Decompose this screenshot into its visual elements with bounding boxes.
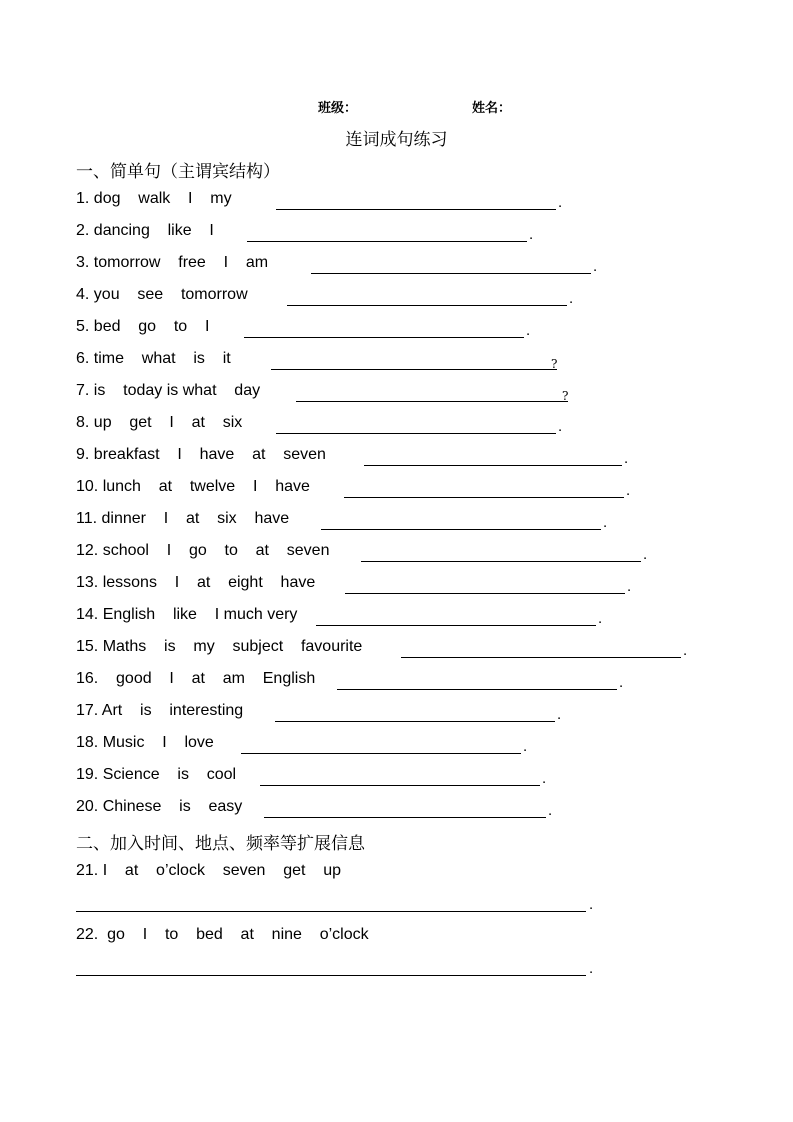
section-1-title: 一、简单句（主谓宾结构） [76, 162, 280, 182]
question-words: 14. English like I much very [76, 606, 298, 623]
end-punctuation: . [529, 226, 534, 243]
answer-blank[interactable] [401, 657, 681, 658]
answer-blank[interactable] [276, 433, 556, 434]
question-words: 22. go I to bed at nine o’clock [76, 926, 369, 943]
answer-blank[interactable] [264, 817, 546, 818]
name-label: 姓名： [472, 101, 512, 116]
answer-blank[interactable] [364, 465, 622, 466]
answer-blank[interactable] [76, 975, 586, 976]
question-words: 4. you see tomorrow [76, 286, 248, 303]
question-words: 16. good I at am English [76, 670, 316, 687]
end-punctuation: . [558, 194, 563, 211]
end-punctuation: . [557, 706, 562, 723]
end-punctuation: ? [551, 357, 558, 371]
question-words: 8. up get I at six [76, 414, 243, 431]
answer-blank[interactable] [345, 593, 625, 594]
question-words: 13. lessons I at eight have [76, 574, 316, 591]
question-words: 5. bed go to I [76, 318, 210, 335]
end-punctuation: . [593, 258, 598, 275]
question-words: 15. Maths is my subject favourite [76, 638, 363, 655]
end-punctuation: . [548, 802, 553, 819]
end-punctuation: . [624, 450, 629, 467]
end-punctuation: . [589, 960, 594, 977]
answer-blank[interactable] [296, 401, 568, 402]
end-punctuation: . [683, 642, 688, 659]
question-words: 1. dog walk I my [76, 190, 232, 207]
end-punctuation: . [542, 770, 547, 787]
question-words: 2. dancing like I [76, 222, 214, 239]
answer-blank[interactable] [244, 337, 524, 338]
question-words: 10. lunch at twelve I have [76, 478, 310, 495]
answer-blank[interactable] [361, 561, 641, 562]
answer-blank[interactable] [311, 273, 591, 274]
question-words: 9. breakfast I have at seven [76, 446, 326, 463]
answer-blank[interactable] [337, 689, 617, 690]
end-punctuation: . [569, 290, 574, 307]
question-words: 3. tomorrow free I am [76, 254, 269, 271]
answer-blank[interactable] [321, 529, 601, 530]
page-title: 连词成句练习 [345, 130, 448, 150]
question-words: 11. dinner I at six have [76, 510, 290, 527]
answer-blank[interactable] [76, 911, 586, 912]
end-punctuation: . [526, 322, 531, 339]
question-words: 20. Chinese is easy [76, 798, 243, 815]
end-punctuation: ? [562, 389, 569, 403]
answer-blank[interactable] [276, 209, 556, 210]
question-words: 12. school I go to at seven [76, 542, 330, 559]
answer-blank[interactable] [316, 625, 596, 626]
answer-blank[interactable] [271, 369, 557, 370]
answer-blank[interactable] [344, 497, 624, 498]
answer-blank[interactable] [260, 785, 540, 786]
answer-blank[interactable] [275, 721, 555, 722]
question-words: 17. Art is interesting [76, 702, 244, 719]
question-words: 6. time what is it [76, 350, 231, 367]
question-words: 7. is today is what day [76, 382, 261, 399]
section-2-title: 二、加入时间、地点、频率等扩展信息 [76, 834, 365, 854]
answer-blank[interactable] [241, 753, 521, 754]
end-punctuation: . [643, 546, 648, 563]
end-punctuation: . [589, 896, 594, 913]
end-punctuation: . [558, 418, 563, 435]
answer-blank[interactable] [287, 305, 567, 306]
class-label: 班级： [318, 101, 358, 116]
end-punctuation: . [523, 738, 528, 755]
question-words: 18. Music I love [76, 734, 214, 751]
end-punctuation: . [598, 610, 603, 627]
question-words: 21. I at o’clock seven get up [76, 862, 342, 879]
end-punctuation: . [619, 674, 624, 691]
question-words: 19. Science is cool [76, 766, 237, 783]
end-punctuation: . [627, 578, 632, 595]
end-punctuation: . [626, 482, 631, 499]
end-punctuation: . [603, 514, 608, 531]
answer-blank[interactable] [247, 241, 527, 242]
